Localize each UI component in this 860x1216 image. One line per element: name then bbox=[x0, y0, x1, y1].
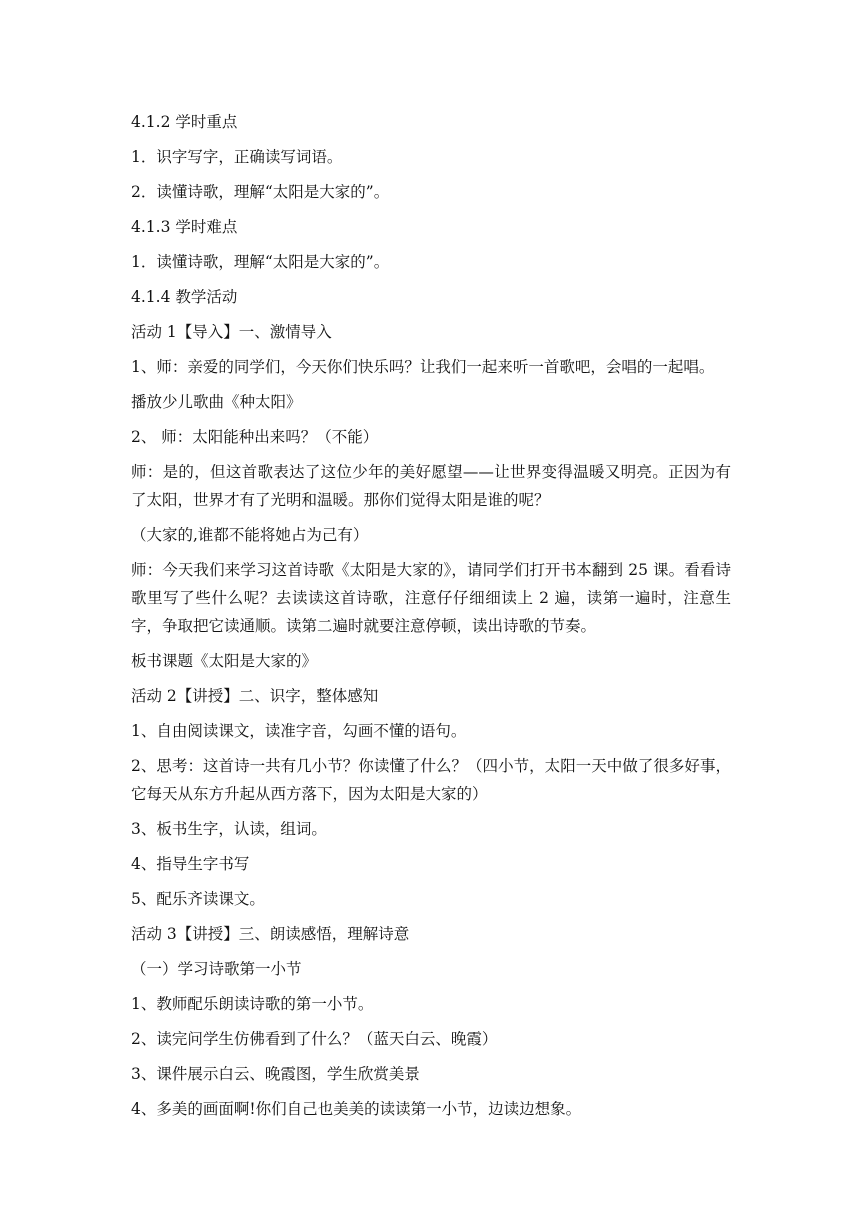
section-heading-activities: 4.1.4 教学活动 bbox=[131, 288, 238, 306]
paragraph: 2、思考：这首诗一共有几小节？你读懂了什么？（四小节，太阳一天中做了很多好事，它每天从东方升起从西方落下，因为太阳是大家的） bbox=[131, 757, 731, 803]
paragraph: 板书课题《太阳是大家的》 bbox=[131, 652, 318, 670]
paragraph: 师：是的，但这首歌表达了这位少年的美好愿望——让世界变得温暖又明亮。正因为有了太阳，世界才有了光明和温暖。那你们觉得太阳是谁的呢？ bbox=[131, 463, 731, 509]
paragraph: 播放少儿歌曲《种太阳》 bbox=[131, 393, 302, 411]
difficulty-item-1: 1．读懂诗歌，理解“太阳是大家的”。 bbox=[131, 253, 390, 271]
activity-1-heading: 活动 1【导入】一、激情导入 bbox=[131, 323, 332, 341]
document-body bbox=[131, 108, 731, 1123]
section-heading-focus: 4.1.2 学时重点 bbox=[131, 113, 238, 131]
focus-item-2: 2．读懂诗歌，理解“太阳是大家的”。 bbox=[131, 183, 390, 201]
subsection-heading: （一）学习诗歌第一小节 bbox=[131, 960, 302, 978]
paragraph: 4、指导生字书写 bbox=[131, 855, 250, 873]
paragraph: 1、自由阅读课文，读准字音，勾画不懂的语句。 bbox=[131, 722, 467, 740]
paragraph: 师：今天我们来学习这首诗歌《太阳是大家的》，请同学们打开书本翻到 25 课。看看诗歌里写了些什么呢？去读读这首诗歌，注意仔仔细细读上 2 遍，读第一遍时，注意生字，争取把它读通顺。读第二遍时就要注意停顿，读出诗歌的节奏。 bbox=[131, 561, 731, 635]
section-heading-difficulty: 4.1.3 学时难点 bbox=[131, 218, 238, 236]
paragraph: （大家的,谁都不能将她占为己有） bbox=[131, 526, 369, 544]
paragraph: 1、教师配乐朗读诗歌的第一小节。 bbox=[131, 995, 374, 1013]
paragraph: 5、配乐齐读课文。 bbox=[131, 890, 265, 908]
paragraph: 2、 师：太阳能种出来吗？（不能） bbox=[131, 428, 379, 446]
paragraph: 3、课件展示白云、晚霞图，学生欣赏美景 bbox=[131, 1065, 420, 1083]
paragraph: 3、板书生字，认读，组词。 bbox=[131, 820, 327, 838]
activity-3-heading: 活动 3【讲授】三、朗读感悟，理解诗意 bbox=[131, 925, 410, 943]
focus-item-1: 1．识字写字，正确读写词语。 bbox=[131, 148, 343, 166]
paragraph: 2、读完问学生仿佛看到了什么？（蓝天白云、晚霞） bbox=[131, 1030, 498, 1048]
paragraph: 4、多美的画面啊!你们自己也美美的读读第一小节，边读边想象。 bbox=[131, 1100, 582, 1118]
activity-2-heading: 活动 2【讲授】二、识字，整体感知 bbox=[131, 687, 379, 705]
paragraph: 1、师：亲爱的同学们，今天你们快乐吗？让我们一起来听一首歌吧，会唱的一起唱。 bbox=[131, 358, 715, 376]
